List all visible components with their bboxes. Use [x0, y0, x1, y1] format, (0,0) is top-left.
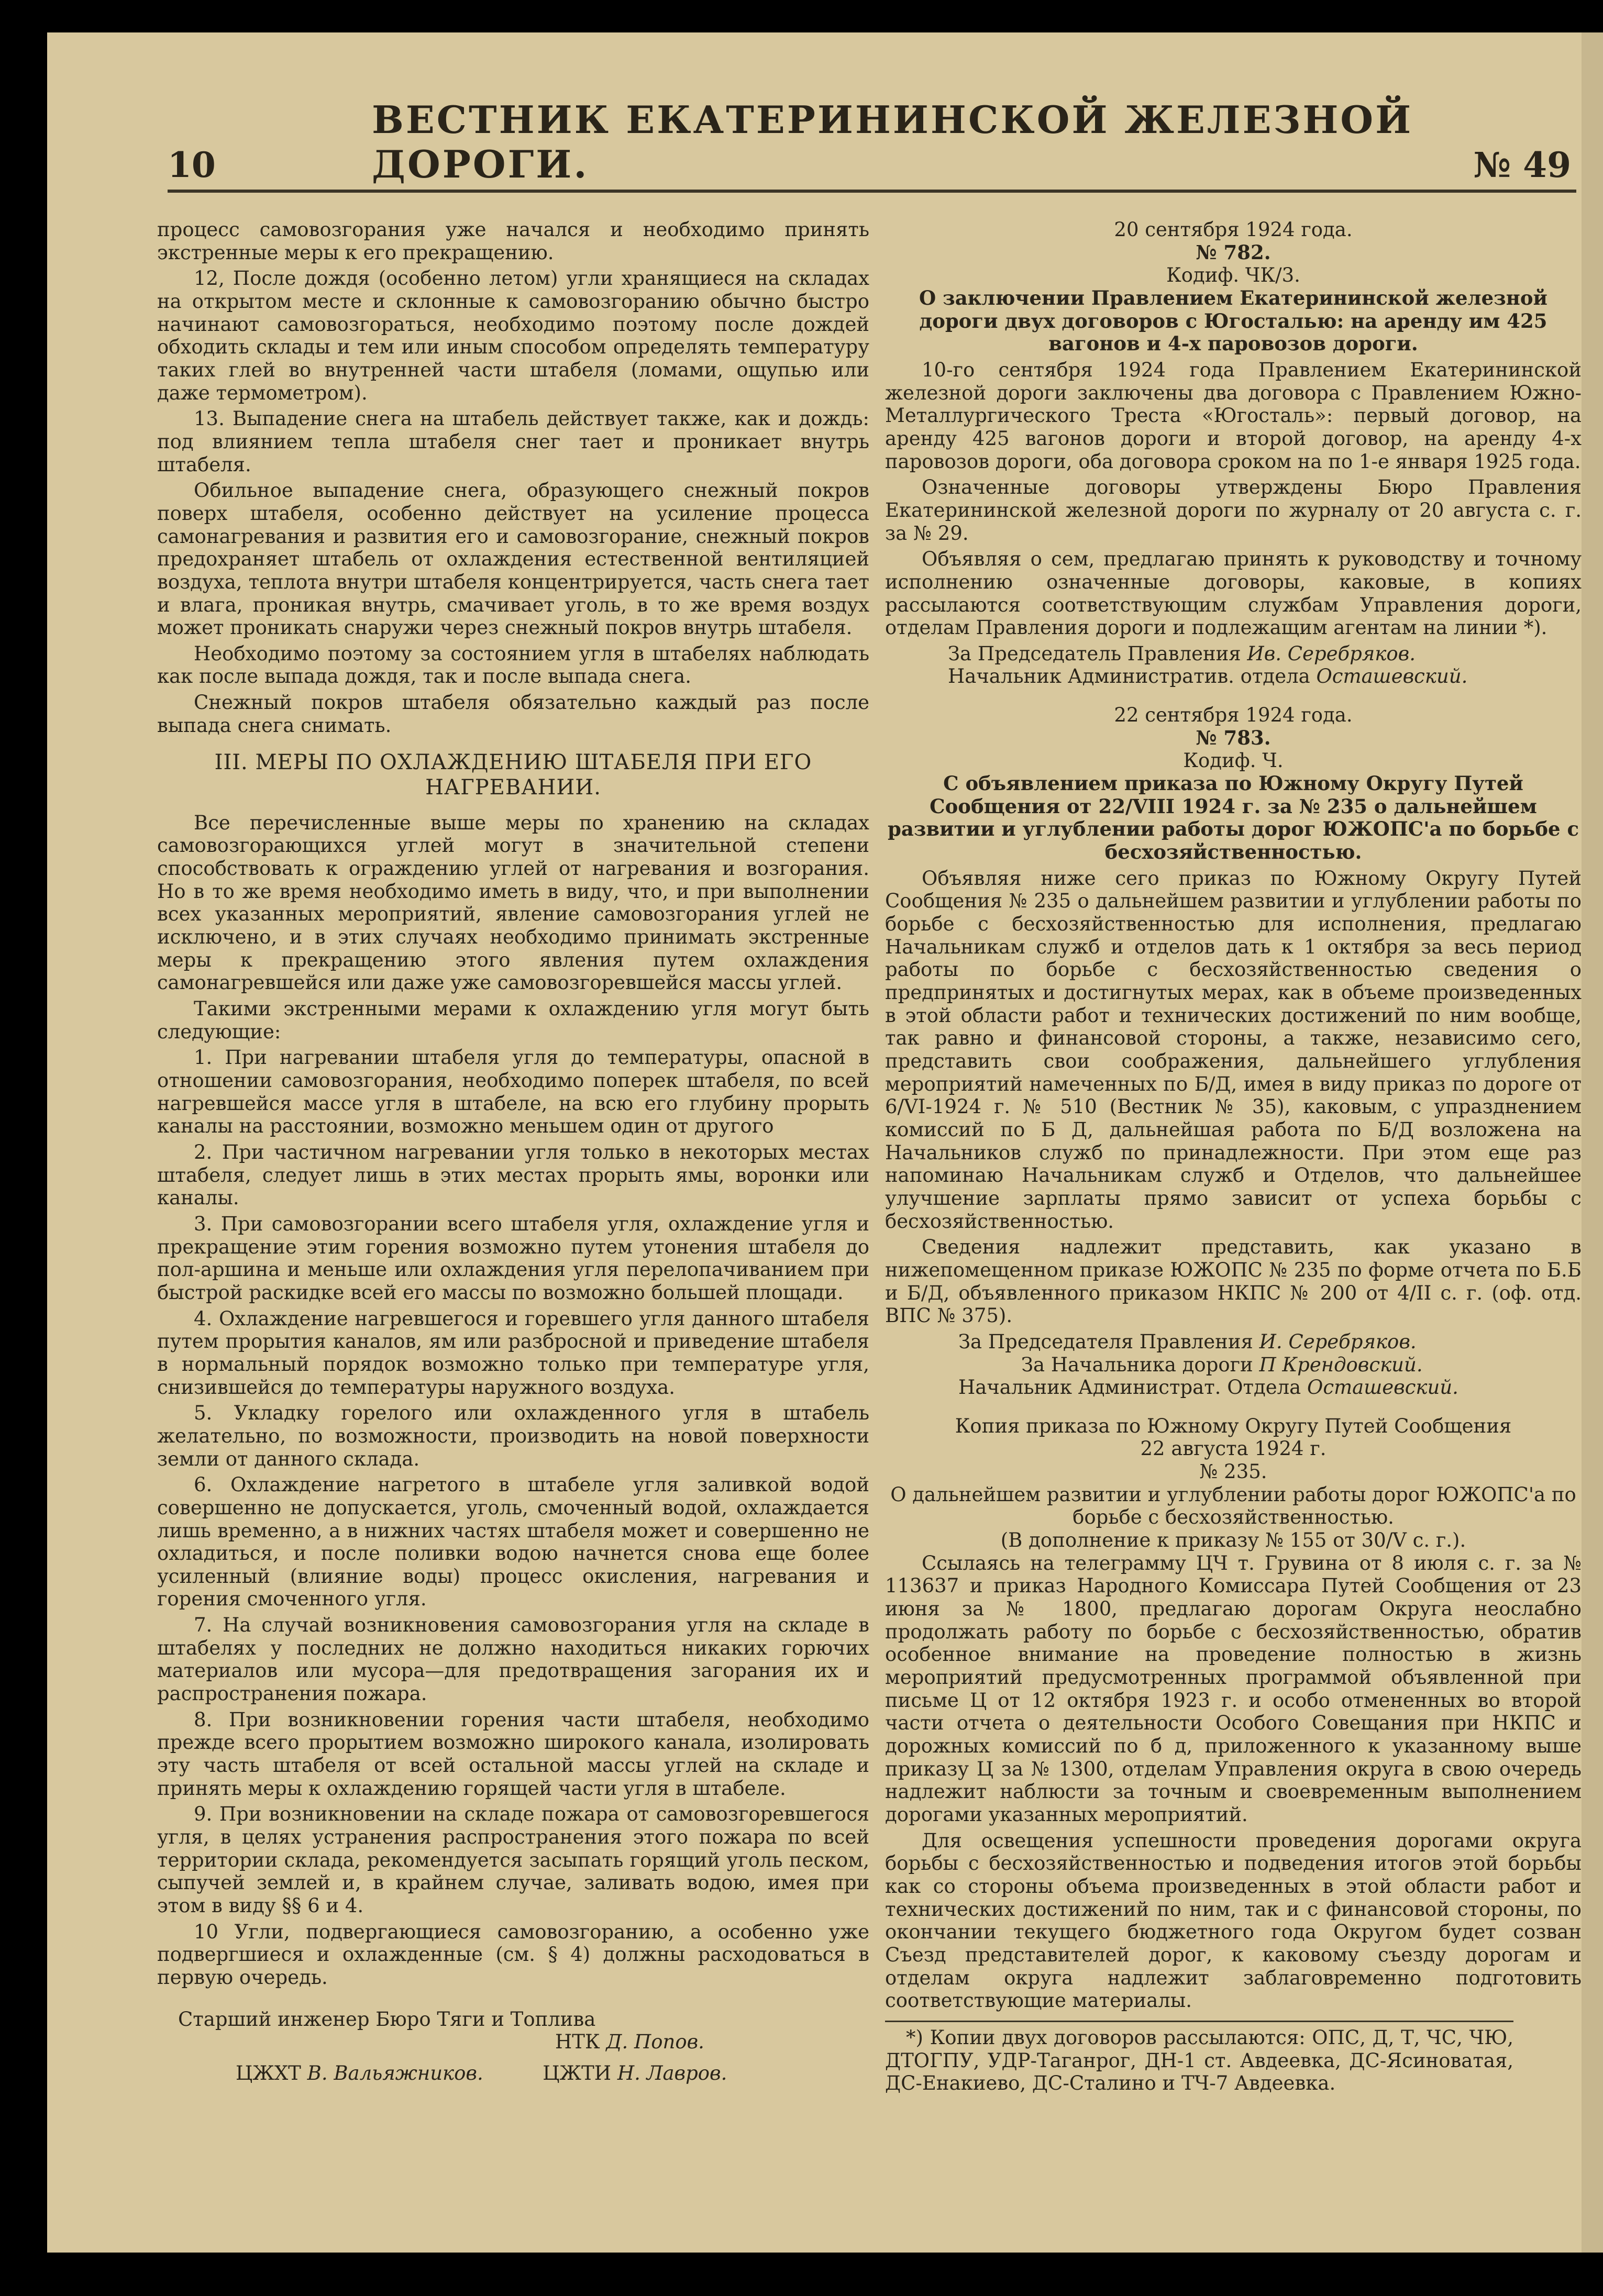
- paragraph: Объявляя о сем, предлагаю принять к руководству и точному исполнению означенные договоры, каковые, в копиях рассылаются соответствующим службам Управления дороги, отделам Правления дороги и подлежащим агентам на линии *).: [885, 548, 1582, 639]
- order-addendum: (В дополнение к приказу № 155 от 30/V с. г.).: [1000, 1529, 1466, 1552]
- signature-line: Старший инженер Бюро Тяги и Топлива: [178, 2007, 596, 2031]
- paragraph: Необходимо поэтому за состоянием угля в штабелях наблюдать как после выпада дождя, так и после выпада снега.: [157, 642, 869, 688]
- adjacent-page-edge: [1582, 32, 1603, 2253]
- paragraph: Для освещения успешности проведения дорогами округа борьбы с бесхозяйственностью и подведения итогов этой борьбы как со стороны объема произведенных в этой области работ и технических достижений по ним, так и с финансовой стороны, по окончании текущего бюджетного года Округом будет созван Съезд представителей дорог, к каковому съезду дорогам и отделам округа надлежит заблаговременно подготовить соответствующие материалы.: [885, 1829, 1582, 2012]
- paragraph: процесс самовозгорания уже начался и необходимо принять экстренные меры к его прекращению.: [157, 218, 869, 264]
- measure-item: 2. При частичном нагревании угля только в некоторых местах штабеля, следует лишь в этих местах прорыть ямы, воронки или каналы.: [157, 1141, 869, 1210]
- newspaper-page: [47, 32, 1603, 2253]
- signature-line: За Председателя Правления И. Серебряков.: [958, 1330, 1417, 1353]
- order-code: Кодиф. Ч.: [1183, 749, 1284, 772]
- measure-item: 4. Охлаждение нагревшегося и горевшего угля данного штабеля путем прорытия каналов, ям или разбросной и приведение штабеля в нормальный порядок возможно только при температуре угля, снизившейся до температуры наружного воздуха.: [157, 1307, 869, 1399]
- measure-item: 5. Укладку горелого или охлажденного угля в штабель желательно, по возможности, производить на новой поверхности земли от данного склада.: [157, 1402, 869, 1470]
- order-number: № 783.: [1196, 726, 1271, 749]
- order-code: Кодиф. ЧК/3.: [1166, 264, 1300, 287]
- order-number: № 782.: [1196, 240, 1271, 264]
- paragraph: Обильное выпадение снега, образующего снежный покров поверх штабеля, особенно действует на усиление процесса самонагревания и развития его и самовозгорание, снежный покров предохраняет штабель от охлаждения естественной вентиляцией воздуха, теплота внутри штабеля концентрируется, часть снега тает и влага, проникая внутрь, смачивает уголь, в то же время воздух может проникать снаружи через снежный покров внутрь штабеля.: [157, 479, 869, 639]
- paragraph: Ссылаясь на телеграмму ЦЧ т. Грувина от 8 июля с. г. за № 113637 и приказ Народного Комиссара Путей Сообщения от 23 июня за № 1800, предлагаю дорогам Округа неослабно продолжать работу по борьбе с бесхозяйственностью, обратив особенное внимание на проведение полностью в жизнь мероприятий предусмотренных программой объявленной при письме Ц от 12 октября 1923 г. и особо отмененных во второй части отчета о деятельности Особого Совещания при НКПС и дорожных комиссий по б д, приложенного к указанному выше приказу Ц за № 1300, отделам Управления округа в свою очередь надлежит наблюсти за точным и своевременным выполнением дорогами указанных мероприятий.: [885, 1551, 1582, 1826]
- journal-title: ВЕСТНИК ЕКАТЕРИНИНСКОЙ ЖЕЛЕЗНОЙ ДОРОГИ.: [372, 97, 1413, 186]
- measure-item: 7. На случай возникновения самовозгорания угля на складе в штабелях у последних не должно находиться никаких горючих материалов или мусора—для предотвращения загорания их и распространения пожара.: [157, 1614, 869, 1705]
- measure-item: 10 Угли, подвергающиеся самовозгоранию, а особенно уже подвергшиеся и охлажденные (см. § 4) должны расходоваться в первую очередь.: [157, 1920, 869, 1989]
- order-date: 22 сентября 1924 года.: [1114, 704, 1353, 727]
- measure-item: 8. При возникновении горения части штабеля, необходимо прежде всего прорытием возможно широкого канала, изолировать эту часть штабеля от всей остальной массы углей на складе и принять меры к охлаждению горящей части угля в штабеле.: [157, 1708, 869, 1800]
- left-column: [157, 218, 869, 2085]
- right-column: [885, 218, 1582, 2098]
- paragraph: Объявляя ниже сего приказ по Южному Округу Путей Сообщения № 235 о дальнейшем развитии и углублении работы по борьбе с бесхозяйственностью для исполнения, предлагаю Начальникам служб и отделов дать к 1 октября за весь период работы по борьбе с бесхозяйственностью сведения о предпринятых и достигнутых мерах, как в объеме произведенных в этой области работ и технических достижений по ним вообще, так равно и финансовой стороны, а также, независимо сего, представить свои соображения, дальнейшего углубления мероприятий намеченных по Б/Д, имея в виду приказ по дороге от 6/VI-1924 г. № 510 (Вестник № 35), каковым, с упразднением комиссий по Б Д, дальнейшая работа по Б/Д возложена на Начальников служб по принадлежности. При этом еще раз напоминаю Начальникам служб и Отделов, что дальнейшее улучшение зарплаты прямо зависит от успеха борьбы с бесхозяйственностью.: [885, 867, 1582, 1233]
- paragraph: Снежный покров штабеля обязательно каждый раз после выпада снега снимать.: [157, 691, 869, 737]
- measure-item: 1. При нагревании штабеля угля до температуры, опасной в отношении самовозгорания, необходимо поперек штабеля, по всей нагревшейся массе угля в штабеле, на всю его глубину прорыть каналы на расстоянии, возможно меньшем один от другого: [157, 1046, 869, 1138]
- signature-line: ЦЖХТ В. Вальяжников. ЦЖТИ Н. Лавров.: [236, 2061, 727, 2084]
- issue-number: № 49: [1473, 145, 1571, 185]
- measure-item: 9. При возникновении на складе пожара от самовозгоревшегося угля, в целях устранения распространения этого пожара по всей территории склада, рекомендуется засыпать горящий уголь песком, сыпучей землей и, в крайнем случае, заливать водою, имея при этом в виду §§ 6 и 4.: [157, 1803, 869, 1917]
- signature-line: Начальник Администрат. Отдела Осташевский.: [958, 1376, 1458, 1399]
- page-number: 10: [168, 145, 216, 185]
- paragraph: Все перечисленные выше меры по хранению на складах самовозгорающихся углей могут в значительной степени способствовать к ограждению углей от нагревания и возгорания. Но в то же время необходимо иметь в виду, что, и при выполнении всех указанных мероприятий, явление самовозгорания углей не исключено, и в этих случаях необходимо принимать экстренные меры к прекращению этого явления путем охлаждения самонагревшейся или даже уже самовозгоревшейся массы углей.: [157, 811, 869, 994]
- signature-line: За Председатель Правления Ив. Серебряков.: [948, 642, 1416, 665]
- signature-line: Начальник Административ. отдела Осташевский.: [948, 665, 1468, 688]
- section-heading: III. МЕРЫ ПО ОХЛАЖДЕНИЮ ШТАБЕЛЯ ПРИ ЕГО НАГРЕВАНИИ.: [214, 750, 812, 800]
- footnote: *) Копии двух договоров рассылаются: ОПС, Д, Т, ЧС, ЧЮ, ДТОГПУ, УДР-Таганрог, ДН-1 ст. Авдеевка, ДС-Ясиноватая, ДС-Енакиево, ДС-Сталино и ТЧ-7 Авдеевка.: [885, 2021, 1513, 2095]
- paragraph: Означенные договоры утверждены Бюро Правления Екатерининской железной дороги по журналу от 20 августа с. г. за № 29.: [885, 476, 1582, 545]
- order-title: С объявлением приказа по Южному Округу Путей Сообщения от 22/VIII 1924 г. за № 235 о дальнейшем развитии и углублении работы дорог ЮЖОПС'а по борьбе с бесхозяйственностью.: [887, 772, 1579, 864]
- order-title: О заключении Правлением Екатерининской железной дороги двух договоров с Югосталью: на аренду им 425 вагонов и 4-х паровозов дороги.: [919, 286, 1547, 356]
- signature-line: За Начальника дороги П Крендовский.: [1021, 1353, 1423, 1376]
- paragraph: 13. Выпадение снега на штабель действует также, как и дождь: под влиянием тепла штабеля снег тает и проникает внутрь штабеля.: [157, 407, 869, 476]
- paragraph: 10-го сентября 1924 года Правлением Екатерининской железной дороги заключены два договора с Правлением Южно-Металлургического Треста «Югосталь»: первый договор, на аренду 425 вагонов дороги и второй договор, на аренду 4-х паровозов дороги, оба договора сроком на по 1-е января 1925 года.: [885, 358, 1582, 473]
- measure-item: 3. При самовозгорании всего штабеля угля, охлаждение угля и прекращение этим горения возможно путем утонения штабеля до пол-аршина и меньше или охлаждения угля перелопачиванием при быстрой раскидке всей его массы по возможно большей площади.: [157, 1212, 869, 1304]
- copy-heading: Копия приказа по Южному Округу Путей Сообщения: [955, 1414, 1512, 1437]
- paragraph: Такими экстренными мерами к охлаждению угля могут быть следующие:: [157, 997, 869, 1043]
- running-header: [168, 97, 1576, 193]
- order-date: 20 сентября 1924 года.: [1114, 218, 1353, 241]
- order-title: О дальнейшем развитии и углублении работы дорог ЮЖОПС'а по борьбе с бесхозяйственностью.: [890, 1483, 1576, 1529]
- order-date: 22 августа 1924 г.: [1140, 1437, 1326, 1460]
- measure-item: 6. Охлаждение нагретого в штабеле угля заливкой водой совершенно не допускается, уголь, смоченный водой, охлаждается лишь временно, а в нижних частях штабеля может и совершенно не охладиться, и после поливки водою начнется снова еще более усиленный (влияние воды) процесс окисления, нагревания и горения смоченного угля.: [157, 1473, 869, 1611]
- paragraph: Сведения надлежит представить, как указано в нижепомещенном приказе ЮЖОПС № 235 по форме отчета по Б.Б и Б/Д, объявленного приказом НКПС № 200 от 4/II с. г. (оф. отд. ВПС № 375).: [885, 1236, 1582, 1327]
- order-number: № 235.: [1199, 1460, 1267, 1483]
- signature-line: НТК Д. Попов.: [555, 2031, 704, 2054]
- paragraph: 12, После дождя (особенно летом) угли хранящиеся на складах на открытом месте и склонные к самовозгоранию обычно быстро начинают самовозгораться, необходимо поэтому после дождей обходить склады и тем или иным способом определять температуру таких глей во внутренней части штабеля (ломами, ощупью или даже термометром).: [157, 267, 869, 404]
